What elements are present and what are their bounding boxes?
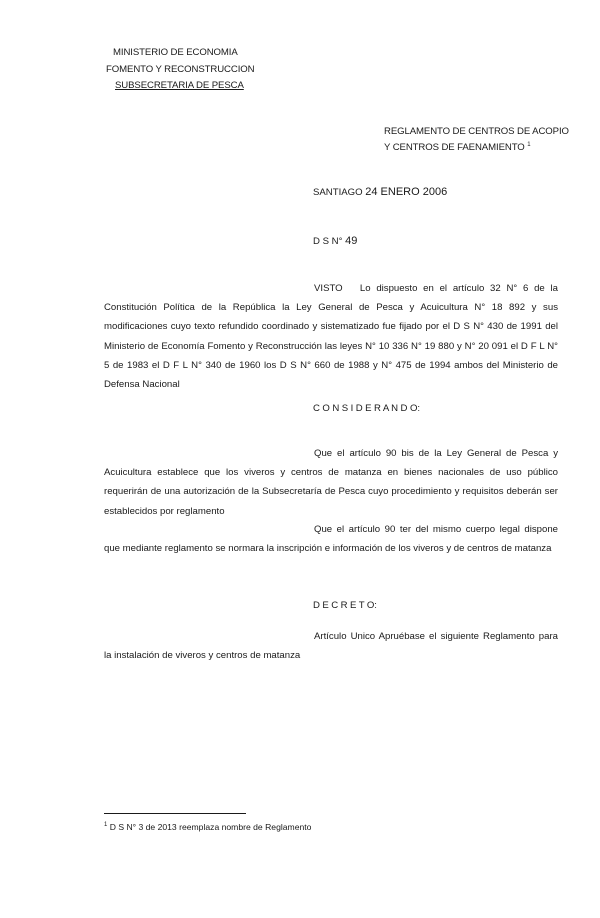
date-place: SANTIAGO bbox=[313, 187, 363, 198]
date-line bbox=[313, 186, 447, 199]
footnote-divider bbox=[104, 813, 246, 814]
visto-paragraph bbox=[104, 279, 558, 394]
date-value: 24 ENERO 2006 bbox=[365, 186, 448, 198]
visto-label: VISTO bbox=[314, 283, 343, 294]
decree-number bbox=[313, 235, 357, 248]
footnote-number: 1 bbox=[104, 822, 108, 829]
ministry-subtitle: FOMENTO Y RECONSTRUCCION bbox=[106, 64, 255, 75]
considerando-paragraph-2: Que el artículo 90 ter del mismo cuerpo legal dispone que mediante reglamento se normara la inscripción e información de los viveros y de centros de matanza bbox=[104, 524, 558, 555]
regulation-title-text: Y CENTROS DE FAENAMIENTO bbox=[384, 142, 525, 153]
considerando-paragraph-1: Que el artículo 90 bis de la Ley General de Pesca y Acuicultura establece que los viveros y centros de matanza en bienes nacionales de uso público requerirán de una autorización de la Subsecretaría de Pesca cuyo procedimiento y requisitos deberán ser establecidos por reglamento bbox=[104, 448, 558, 517]
decree-number-value: 49 bbox=[345, 235, 358, 247]
footnote-reference: 1 bbox=[527, 141, 531, 148]
ministry-name: MINISTERIO DE ECONOMIA bbox=[113, 47, 238, 58]
considerando-heading: C O N S I D E R A N D O: bbox=[313, 403, 420, 414]
regulation-title-line2 bbox=[384, 142, 530, 154]
decreto-article: Artículo Unico Apruébase el siguiente Reglamento para la instalación de viveros y centros de matanza bbox=[104, 631, 558, 662]
visto-text: Lo dispuesto en el artículo 32 N° 6 de la Constitución Política de la República la Ley General de Pesca y Acuicultura N° 18 892 y sus modificaciones cuyo texto refundido coordinado y sistematizado fue fijado por el D S N° 430 de 1991 del Ministerio de Economía Fomento y Reconstrucción las leyes N° 10 336 N° 19 880 y N° 20 091 el D F L N° 5 de 1983 el D F L N° 340 de 1960 los D S N° 660 de 1988 y N° 475 de 1994 ambos del Ministerio de Defensa Nacional bbox=[104, 283, 558, 391]
decreto-heading: D E C R E T O: bbox=[313, 600, 377, 611]
footnote-text: D S N° 3 de 2013 reemplaza nombre de Reglamento bbox=[109, 822, 312, 832]
decree-number-prefix: D S N° bbox=[313, 236, 343, 247]
regulation-title-line1: REGLAMENTO DE CENTROS DE ACOPIO bbox=[384, 126, 569, 137]
subsecretaria-name: SUBSECRETARIA DE PESCA bbox=[115, 80, 244, 91]
footnote bbox=[104, 822, 311, 833]
